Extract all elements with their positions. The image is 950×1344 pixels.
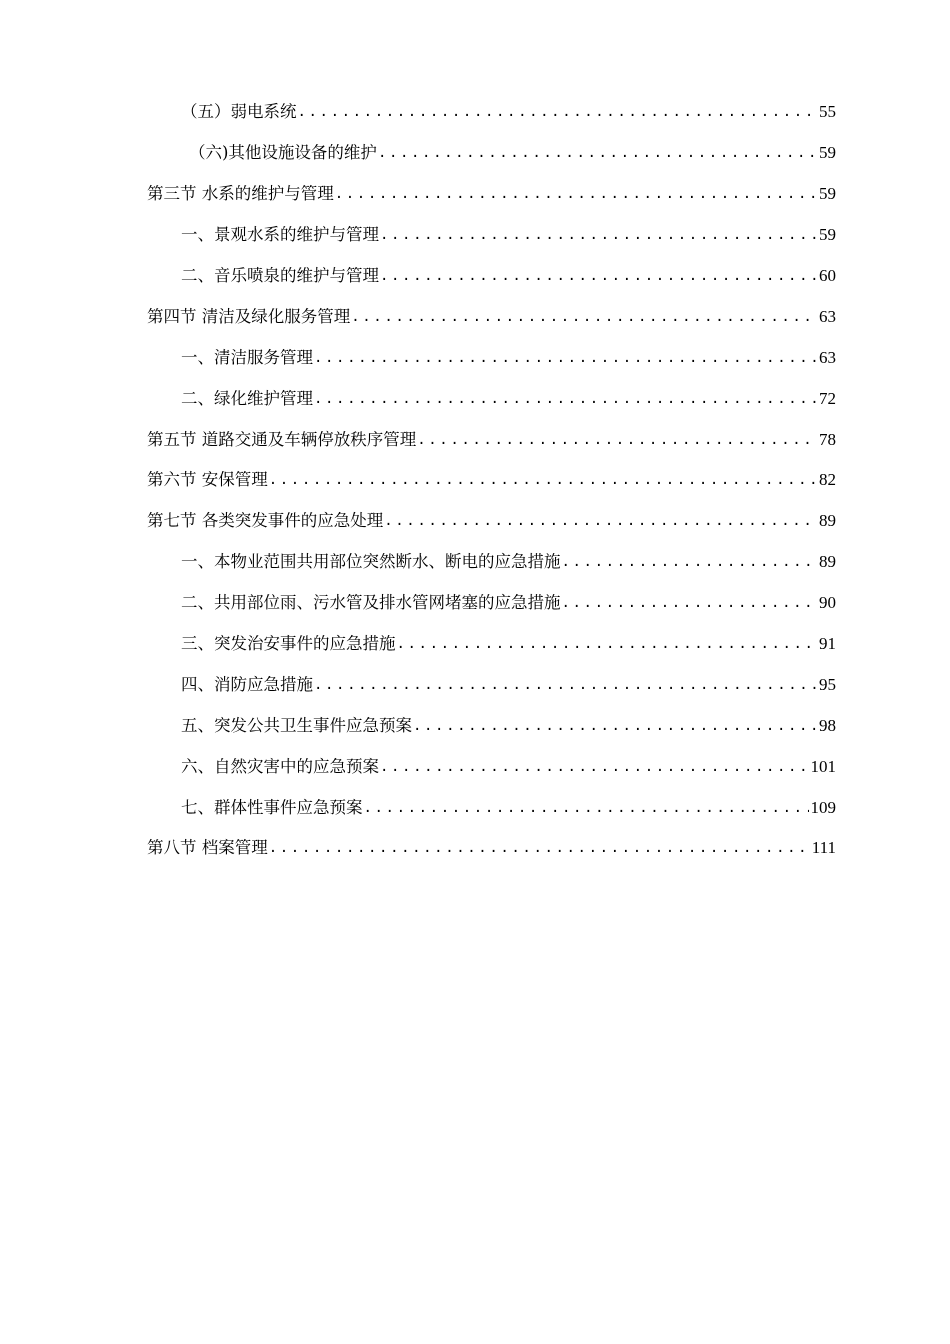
toc-entry[interactable] [0,705,950,746]
toc-page-number: 98 [819,715,836,735]
toc-dot-leader [314,389,817,409]
toc-page-number: 101 [810,756,836,776]
toc-entry[interactable] [0,501,950,542]
toc-dot-leader [384,511,817,531]
toc-page-number: 59 [819,143,836,163]
toc-page-number: 111 [811,838,836,858]
toc-entry[interactable] [0,624,950,665]
toc-dot-leader [397,634,818,654]
toc-entry-title: 第八节 档案管理 [147,838,268,858]
toc-entry[interactable] [0,256,950,297]
toc-dot-leader [269,838,810,858]
toc-entry-title: 二、共用部位雨、污水管及排水管网堵塞的应急措施 [181,593,561,613]
toc-entry[interactable] [0,419,950,460]
toc-page-number: 55 [819,102,836,122]
toc-dot-leader [351,307,817,327]
toc-dot-leader [364,798,809,818]
toc-entry-title: 第七节 各类突发事件的应急处理 [147,511,384,531]
toc-page-number: 89 [819,511,836,531]
toc-entry[interactable] [0,460,950,501]
toc-page-number: 78 [819,429,836,449]
toc-entry-title: 四、消防应急措施 [181,674,313,694]
toc-page-number: 72 [819,388,836,408]
toc-entry-title: 三、突发治安事件的应急措施 [181,634,396,654]
toc-dot-leader [380,757,809,777]
toc-dot-leader [298,102,818,122]
toc-entry[interactable] [0,664,950,705]
toc-entry-title: 一、清洁服务管理 [181,347,313,367]
toc-entry-title: 第五节 道路交通及车辆停放秩序管理 [147,429,417,449]
toc-entry[interactable] [0,174,950,215]
toc-dot-leader [378,143,817,163]
toc-entry-title: 第六节 安保管理 [147,470,268,490]
toc-entry-title: 五、突发公共卫生事件应急预案 [181,715,412,735]
toc-page-number: 109 [810,797,836,817]
toc-entry-title: 六、自然灾害中的应急预案 [181,756,379,776]
toc-page-number: 59 [819,184,836,204]
toc-entry[interactable] [0,92,950,133]
toc-dot-leader [314,675,817,695]
toc-dot-leader [417,430,817,450]
toc-entry-title: 二、绿化维护管理 [181,388,313,408]
toc-page-number: 63 [819,347,836,367]
toc-dot-leader [314,348,817,368]
toc-entry-title: 第四节 清洁及绿化服务管理 [147,306,351,326]
toc-entry[interactable] [0,787,950,828]
toc-entry[interactable] [0,583,950,624]
toc-page-number: 95 [819,674,836,694]
toc-entry[interactable] [0,296,950,337]
toc-entry-title: 一、本物业范围共用部位突然断水、断电的应急措施 [181,552,561,572]
toc-page-number: 90 [819,593,836,613]
toc-entry[interactable] [0,542,950,583]
toc-dot-leader [335,184,817,204]
toc-entry-title: 第三节 水系的维护与管理 [147,184,334,204]
toc-dot-leader [269,470,817,490]
toc-entry[interactable] [0,378,950,419]
toc-dot-leader [562,593,818,613]
toc-entry-title: 一、景观水系的维护与管理 [181,225,379,245]
toc-page-number: 82 [819,470,836,490]
toc-entry[interactable] [0,746,950,787]
toc-entry-title: 七、群体性事件应急预案 [181,797,363,817]
toc-page-number: 60 [819,266,836,285]
toc-page-number: 89 [819,552,836,572]
toc-dot-leader [413,716,817,736]
toc-dot-leader [562,552,818,572]
toc-entry[interactable] [0,337,950,378]
toc-page-number: 63 [819,306,836,326]
toc-entry[interactable] [0,215,950,256]
toc-page-number: 91 [819,634,836,654]
toc-page-number: 59 [819,225,836,245]
table-of-contents [0,92,950,869]
toc-dot-leader [380,266,817,286]
toc-entry-title: （五）弱电系统 [181,102,297,122]
toc-entry-title: 二、音乐喷泉的维护与管理 [181,266,379,285]
toc-dot-leader [380,225,817,245]
toc-entry-title: （六)其他设施设备的维护 [189,143,377,163]
toc-entry[interactable] [0,133,950,174]
toc-entry[interactable] [0,828,950,869]
